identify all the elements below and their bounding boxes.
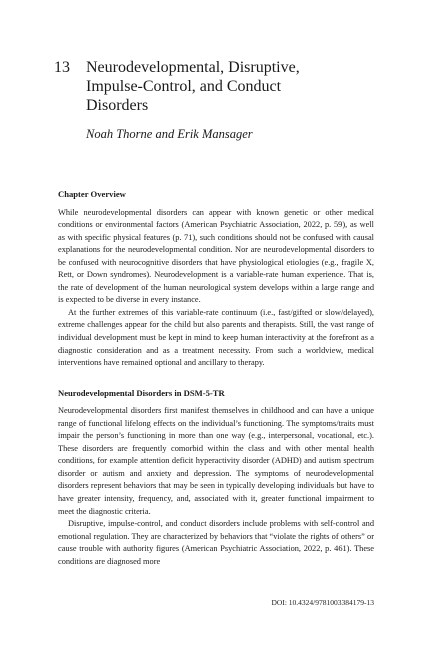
paragraph: While neurodevelopmental disorders can appear with known genetic or other medical conditions or environmental factors (American Psychiatric Association, 2022, p. 59), as well as with specific physical features (p. 71), such conditions should not be confused with causal explanations for the neurodevelopmental condition. Nor are neurodevelopmental disorders to be confused with neurocognitive disorders that have physiological etiologies (e.g., fragile X, Rett, or Down syndromes). Neurodevelopment is a variable-rate human experience. That is, the rate of development of the human neurological system develops within a large range and is expected to be diverse in every instance. xyxy=(58,207,374,305)
chapter-title-line: Disorders xyxy=(86,97,149,114)
paragraph: At the further extremes of this variable-rate continuum (i.e., fast/gifted or slow/delayed), extreme challenges appear for the child but also parents and therapists. Still, the vast range of individual development must be kept in mind to keep human interactivity at the forefront as a diagnostic consideration and as a treatment necessity. From such a worldview, medical interventions have remained optional and ancillary to therapy. xyxy=(58,307,374,368)
paragraph: Disruptive, impulse-control, and conduct disorders include problems with self-control and emotional regulation. They are characterized by behaviors that “violate the rights of others” or cause trouble with authority figures (American Psychiatric Association, 2022, p. 461). These conditions are diagnosed more xyxy=(58,519,374,566)
chapter-title-line: Neurodevelopmental, Disruptive, xyxy=(86,59,300,76)
chapter-authors: Noah Thorne and Erik Mansager xyxy=(86,127,253,141)
body-text xyxy=(58,188,374,568)
chapter-heading xyxy=(54,58,374,115)
section-heading-overview: Chapter Overview xyxy=(58,189,126,199)
doi-footer: DOI: 10.4324/9781003384179-13 xyxy=(271,598,374,607)
chapter-title-line: Impulse-Control, and Conduct xyxy=(86,78,282,95)
paragraph: Neurodevelopmental disorders first manifest themselves in childhood and can have a unique range of functional lifelong effects on the individual’s functioning. The symptoms/traits must impair the person’s functioning in more than one way (e.g., interpersonal, vocational, etc.). These disorders are frequently comorbid within the class and with other mental health conditions, for example attention deficit hyperactivity disorder (ADHD) and autism spectrum disorder or autism and anxiety and depression. The symptoms of neurodevelopmental disorders represent behaviors that may be seen in typically developing individuals but have to have greater intensity, frequency, and, associated with it, greater functional impairment to meet the diagnostic criteria. xyxy=(58,406,374,516)
chapter-title xyxy=(86,58,374,115)
chapter-number: 13 xyxy=(54,59,70,76)
section-heading-dsm: Neurodevelopmental Disorders in DSM-5-TR xyxy=(58,387,225,398)
